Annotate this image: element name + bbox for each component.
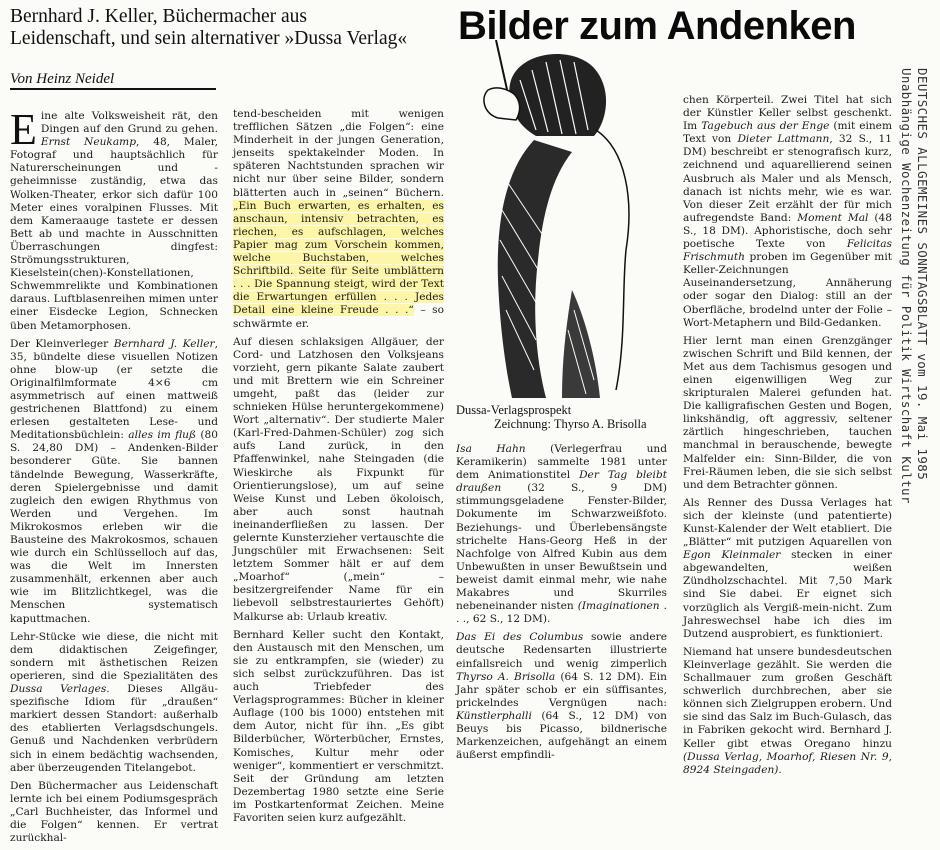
text: ine alte Volksweisheit rät, den Dingen auf den Grund zu gehen.: [40, 110, 218, 136]
person-name: Isa Hahn: [456, 443, 526, 455]
masthead-subtitle: Unabhängige Wochenzeitung für Politik Wirtschaft Kultur: [899, 68, 914, 504]
drawing-icon: [476, 40, 691, 400]
text: (mit einem Text von: [683, 120, 892, 146]
text: (32 S., 9 DM) stimmungsgeladene Fenster-Bilder, Dokumente im Schwarzweißfoto. Beziehungs- und Überlebensängste strichelte Hans-Georg Heß in der Nachfolge von Alfred Kubin aus dem Unbewußten in unser Bewußtsein und beweist damit einmal mehr, wie nahe Makabres und Skurriles nebeneinander nisten: [456, 482, 667, 613]
illustration-caption: [456, 403, 676, 431]
book-title: (Imaginationen . . .: [456, 600, 667, 626]
paragraph: [683, 646, 892, 777]
person-name: Ernst Neukamp: [40, 136, 136, 149]
paragraph: [10, 338, 218, 626]
byline: Von Heinz Neidel: [10, 71, 115, 87]
paragraph: [456, 631, 667, 762]
book-title: Tagebuch aus der Enge: [701, 120, 830, 133]
paragraph: [456, 443, 667, 626]
book-title: Der Tag bleibt draußen: [456, 469, 667, 495]
paragraph: [10, 631, 218, 775]
article-column-4: [683, 94, 892, 782]
person-name: Bernhard J. Keller: [113, 337, 215, 350]
text: , 62 S., 12 DM).: [466, 613, 551, 626]
text: , 35, bündelte diese visuellen Notizen ohne blow-up (er setzte die Originalfilmformate 4×6 cm asymmetrisch auf einen mattweiß gestrichenen Blattfond) zu einem erlesen gestalteten Lese- und Meditationsbüchlein:: [10, 337, 218, 442]
text: (64 S., 12 DM) von Beuys bis Picasso, bildnerische Markenzeichen, aufgehängt an einem äußerst empfindli-: [456, 709, 667, 762]
masthead-title: DEUTSCHES ALLGEMEINES SONNTAGSBLATT vom 19. Mai 1985: [915, 68, 930, 481]
book-title: alles im fluß: [128, 429, 197, 442]
highlighted-quote: „Ein Buch erwarten, es erhalten, es anschaun, intensiv betrachten, es riechen, es aufschlagen, welches Papier mag zum Vorschein kommen, welche Buchstaben, welches Schriftbild. Seite für Seite umblättern . . . Die Spannung steigt, wird der Text die Erwartungen erfüllen . . . Jedes Detail eine kleine Freude . . .“: [233, 199, 444, 317]
text: Der Kleinverleger: [10, 337, 114, 350]
publisher-address: (Dussa Verlag, Moarhof, Riesen Nr. 9, 8924 Steingaden).: [683, 750, 892, 776]
book-title: Das Ei des Columbus: [456, 631, 584, 644]
article-column-1: [10, 105, 219, 850]
text: stecken in einer abgewandelten, weißen Zündholzschachtel. Mit 7,50 Mark sind Sie dabei. Er eignet sich vorzüglich als Vergiß-mein-nicht. Zum Jahreswechsel habe ich dies im Dutzend ausprobiert, es funktioniert.: [683, 549, 892, 640]
person-name: Felicitas Frischmuth: [683, 238, 892, 264]
text: – so schwärmte er.: [233, 304, 444, 330]
paragraph: Auf diesen schlaksigen Allgäuer, der Cord- und Latzhosen den Volksjeans vorzieht, gern pikante Salate zaubert und mit Brettern wie ein Schreiner umgeht, paßt das (leider zur schnieken Hülse heruntergekommene) Wort „alternativ“. Der studierte Maler (Karl-Fred-Dahmen-Schüler) zog sich aufs Land zurück, in den Pfaffenwinkel, nahe Steingaden (die Wieskirche als Fixpunkt für Orientierungslose), um auf seine Weise Kunst und Leben ökoloisch, aber auch sonst hautnah ineinanderfließen zu lassen. Der gelernte Kunsterzieher vertauschte die Jungschüler mit Erwachsenen: Seit letztem Sommer hält er auf dem „Moarhof“ („mein“ – besitzergreifender Name für ein liebevoll selbstrestauriertes Gehöft) Malkurse ab: Urlaub kreativ.: [233, 335, 444, 623]
caption-source: Dussa-Verlagsprospekt: [456, 403, 572, 417]
paragraph: [233, 108, 444, 331]
publisher-name: Dussa Verlages: [10, 683, 107, 696]
person-name: Thyrso A. Brisolla: [456, 670, 556, 683]
drop-cap: E: [10, 105, 37, 154]
paragraph: Den Büchermacher aus Leidenschaft lernte ich bei einem Podiumsgespräch „Carl Buchheister, das Informel und die Folgen“ kennen. Er vertrat zurückhal-: [10, 779, 218, 845]
person-name: Egon Kleinmaler: [683, 549, 781, 562]
illustration-man-with-brush: [476, 40, 691, 400]
caption-artist: Zeichnung: Thyrso A. Brisolla: [494, 417, 647, 431]
article-column-3: [456, 443, 667, 767]
paragraph: Hier lernt man einen Grenzgänger zwischen Schrift und Bild kennen, der Met aus dem Tachismus gesogen und einen eigenwilligen Weg zur skripturalen Malerei gefunden hat. Die kalligrafischen Gesten und Bogen, linkshändig, oft aggressiv, seltener zärtlich hingeschrieben, tauchen manchmal in berauschende, bewegte Malfelder ein: Sinn-Bilder, die von Frei-Räumen leben, die sie sich selbst und dem Betrachter gönnen.: [683, 334, 892, 491]
paragraph: [683, 94, 892, 330]
paragraph: [683, 497, 892, 641]
text: Niemand hat unsere bundesdeutschen Kleinverlage gezählt. Sie werden die Schallmauer zum großen Geschäft schwerlich durchbrechen, aber sie können sich Zielgruppen erobern. Und sie sind das Salz im Buch-Gulasch, das in Fabriken gekocht wird. Bernhard J. Keller gibt etwas Oregano hinzu: [683, 645, 892, 750]
paragraph: [10, 105, 218, 333]
headline-line-1: Bernhard J. Keller, Büchermacher aus: [10, 6, 308, 27]
text: , 32 S., 11 DM) beschreibt er stenografisch kurz, zeichnend und aquarellierend seinen Ausbruch als Maler und als Mensch, danach ist nichts mehr, wie es war. Von dieser Zeit erzählt der für mich aufregendste Band:: [683, 133, 893, 224]
paragraph: Bernhard Keller sucht den Kontakt, den Austausch mit den Menschen, um sie zu entkrampfen, sie (wieder) zu sich selbst zurückzuführen. Das ist auch Triebfeder des Verlagsprogrammes: Bücher in kleiner Auflage (100 bis 1000) entstehen mit dem Autor, nicht für ihn. „Es gibt Bilderbücher, Wörterbücher, Ernstes, Komisches, Kultur mehr oder weniger“, kommentiert er verschmitzt. Seit der Gründung am letzten Dezembertag 1980 setzte eine Serie im Postkartenformat Zeichen. Meine Favoriten seien kurz aufgezählt.: [233, 628, 444, 824]
text: chen Körperteil. Zwei Titel hat sich der Künstler Keller selbst geschenkt. Im: [683, 94, 892, 133]
newspaper-masthead: [891, 68, 935, 548]
text: tend-bescheiden mit wenigen trefflichen Sätzen „die Folgen“: eine Minderheit in der jungen Generation, jenseits spektakelnder Moden. In späteren Nachtstunden sprachen wir nicht nur über seine Bilder, sondern blätterten auch in „seinen“ Büchern.: [233, 108, 444, 199]
article-headline: [10, 6, 460, 50]
text: sowie andere deutsche Redensarten illustrierte einfallsreich und wenig zimperlich: [456, 631, 667, 670]
person-name: Dieter Lattmann: [737, 133, 830, 146]
text: , 48, Maler, Fotograf und hauptsächlich für Naturerscheinungen und -geheimnisse zuständig, etwa das Wolken-Theater, erkor sich dafür 100 Meter eines voralpinen Flusses. Mit dem Kameraauge tastete er dessen Bett ab und machte in Ausschnitten Überraschungen dingfest: Strömungsstrukturen, Kieselstein(chen)-Konstellationen, Schwemmrelikte und Kombinationen daraus. Luftblasenreihen mimen unter einer Eisdecke Legion, Schnecken üben Metamorphosen.: [10, 136, 218, 332]
text: proben im Gegenüber mit Keller-Zeichnungen Auseinandersetzung, Annäherung oder sogar den Dialog: still an der Oberfläche, brodelnd unter der Folie – Wort-Metaphern und Bild-Gedanken.: [683, 251, 892, 329]
text: (64 S. 12 DM). Ein Jahr später schob er ein süffisantes, prickelndes Vergnügen nach:: [456, 670, 667, 709]
text: (80 S. 24,80 DM) – Andenken-Bilder besonderer Güte. Sie bannen tändelnde Bewegung, Wasserkräfte, deren Spielergebnisse und damit zugleich den ewigen Rhythmus von Werden und Vergehen. Im Mikrokosmos erleben wir die Bausteine des Makrokosmos, schauen wie durch ein Schlüsselloch auf das, was die Welt im Innersten zusammenhält, erkennen aber auch wie im Blitzlichtkegel, was die Menschen systematisch kaputtmachen.: [10, 429, 219, 625]
byline-divider: [10, 88, 216, 90]
book-title: Künstlerphalli: [456, 709, 532, 722]
book-title: Moment Mal: [797, 211, 869, 224]
text: . Dieses Allgäu-spezifische Idiom für „draußen“ markiert dessen Standort: außerhalb des etablierten Verlagsdschungels. Genuß und Nachdenken verbrüdern sich in einem bedächtig wachsenden, aber überzeugenden Titelangebot.: [10, 683, 218, 774]
article-column-2: [233, 108, 444, 830]
text: (Verlegerfrau und Keramikerin) sammelte 1981 unter dem Animationstitel: [456, 443, 667, 482]
page-title: Bilder zum Andenken: [458, 4, 856, 48]
headline-line-2: Leidenschaft, und sein alternativer »Dussa Verlag«: [10, 28, 408, 49]
text: Lehr-Stücke wie diese, die nicht mit dem didaktischen Zeigefinger, sondern mit ästhetischen Reizen operieren, sind die Spezialitäten des: [10, 630, 218, 682]
text: Als Renner des Dussa Verlages hat sich der kleinste (und patentierte) Kunst-Kalender der Welt etabliert. Die „Blätter“ mit putzigen Aquarellen von: [683, 496, 892, 549]
text: (48 S., 18 DM). Aphoristische, doch sehr poetische Texte von: [683, 211, 892, 251]
